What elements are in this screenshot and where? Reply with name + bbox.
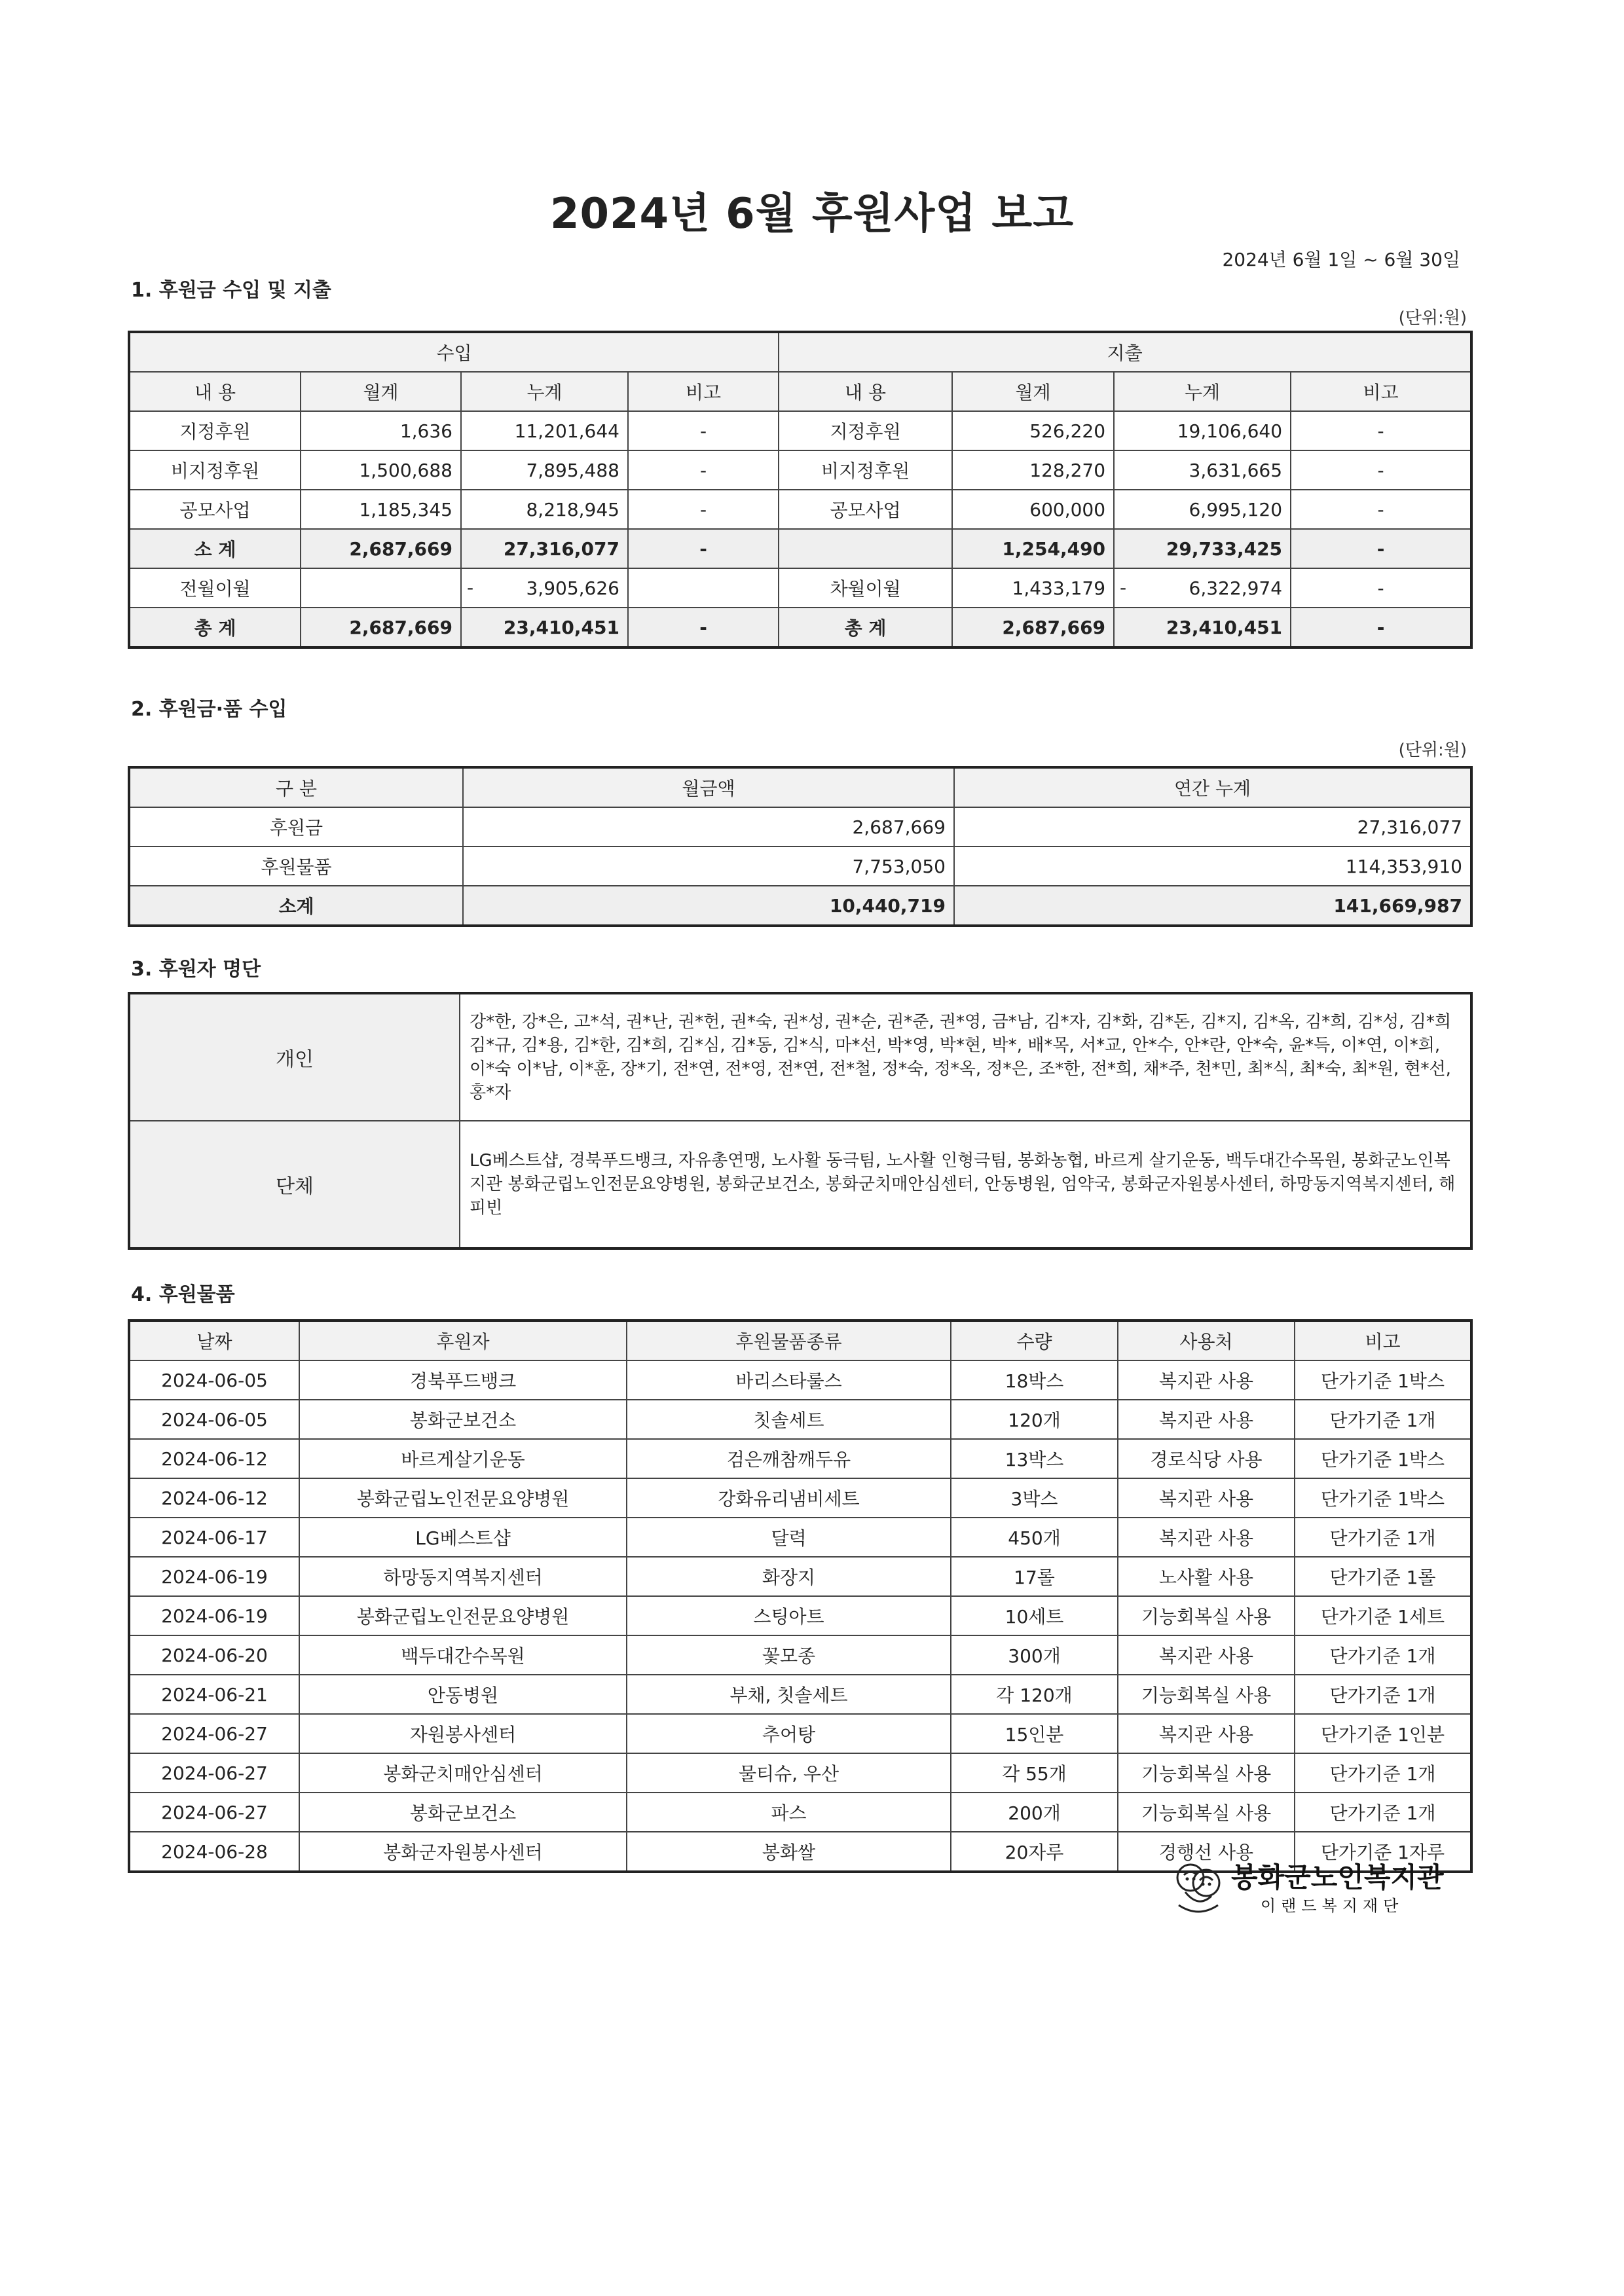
cell-item: 파스 xyxy=(627,1793,951,1832)
cell-item: 추어탕 xyxy=(627,1714,951,1753)
cell-donor: 봉화군립노인전문요양병원 xyxy=(299,1596,627,1635)
donated-items-table xyxy=(128,1319,1473,1873)
row-note: - xyxy=(1291,490,1471,529)
cell-qty: 20자루 xyxy=(951,1832,1118,1872)
col-total: 누계 xyxy=(461,372,628,411)
table-row xyxy=(129,1478,1471,1518)
subtotal-note: - xyxy=(1291,529,1471,568)
cell-qty: 18박스 xyxy=(951,1360,1118,1400)
cell-date: 2024-06-27 xyxy=(129,1793,299,1832)
table-row xyxy=(129,807,1471,847)
individual-label: 개인 xyxy=(129,993,460,1121)
section2-title: 2. 후원금·품 수입 xyxy=(131,698,287,721)
row-month: 526,220 xyxy=(952,411,1114,450)
table-row xyxy=(129,1635,1471,1675)
total-note: - xyxy=(1291,608,1471,647)
row-label: 후원금 xyxy=(129,807,463,847)
donation-income-table xyxy=(128,766,1473,927)
col-date: 날짜 xyxy=(129,1321,299,1360)
cell-note: 단가기준 1세트 xyxy=(1295,1596,1471,1635)
cell-donor: LG베스트샵 xyxy=(299,1518,627,1557)
col-note: 비고 xyxy=(1291,372,1471,411)
cell-date: 2024-06-05 xyxy=(129,1360,299,1400)
subtotal-label: 소 계 xyxy=(129,529,301,568)
cell-item: 봉화쌀 xyxy=(627,1832,951,1872)
total-total: 23,410,451 xyxy=(461,608,628,647)
donor-list-table xyxy=(128,992,1473,1250)
organization-name: 봉화군노인복지관 xyxy=(1231,1861,1444,1893)
row-year: 27,316,077 xyxy=(954,807,1471,847)
cell-donor: 봉화군립노인전문요양병원 xyxy=(299,1478,627,1518)
subtotal-row xyxy=(129,886,1471,926)
cell-date: 2024-06-12 xyxy=(129,1478,299,1518)
cell-donor: 봉화군보건소 xyxy=(299,1400,627,1439)
individual-donors: 강*한, 강*은, 고*석, 권*난, 권*헌, 권*숙, 권*성, 권*순, 권*준, 권*영, 금*남, 김*자, 김*화, 김*돈, 김*지, 김*옥, 김*희, 김*성, 김*희 김*규, 김*용, 김*한, 김*희, 김*심, 김*동, 김*식, 마*선, 박*영, 박*현, 박*, 배*목, 서*교, 안*수, 안*란, 안*숙, 윤*득, 이*연, 이*희, 이*숙 이*남, 이*훈, 장*기, 전*연, 전*영, 전*연, 전*철, 정*숙, 정*옥, 정*은, 조*한, 전*희, 채*주, 천*민, 최*식, 최*숙, 최*원, 현*선, 홍*자 xyxy=(460,993,1471,1121)
col-label: 내 용 xyxy=(779,372,952,411)
cell-date: 2024-06-19 xyxy=(129,1557,299,1596)
cell-donor: 하망동지역복지센터 xyxy=(299,1557,627,1596)
table-row xyxy=(129,1518,1471,1557)
cell-date: 2024-06-28 xyxy=(129,1832,299,1872)
cell-note: 단가기준 1개 xyxy=(1295,1635,1471,1675)
grand-total-row xyxy=(129,608,1471,647)
subtotal-month: 2,687,669 xyxy=(301,529,461,568)
cell-item: 바리스타룰스 xyxy=(627,1360,951,1400)
row-label: 공모사업 xyxy=(779,490,952,529)
col-use: 사용처 xyxy=(1118,1321,1295,1360)
col-annual: 연간 누계 xyxy=(954,767,1471,807)
income-header: 수입 xyxy=(129,332,779,372)
organization-logo xyxy=(1172,1856,1473,1922)
group-donors: LG베스트샵, 경북푸드뱅크, 자유총연맹, 노사활 동극팀, 노사활 인형극팀, 봉화농협, 바르게 살기운동, 백두대간수목원, 봉화군노인복지관 봉화군립노인전문요양병원, 봉화군보건소, 봉화군치매안심센터, 안동병원, 엄약국, 봉화군자원봉사센터, 하망동지역복지센터, 해피빈 xyxy=(460,1121,1471,1248)
cell-note: 단가기준 1인분 xyxy=(1295,1714,1471,1753)
cell-item: 달력 xyxy=(627,1518,951,1557)
row-label: 지정후원 xyxy=(129,411,301,450)
table-row xyxy=(129,1753,1471,1793)
subtotal-row xyxy=(129,529,1471,568)
cell-date: 2024-06-20 xyxy=(129,1635,299,1675)
cell-item: 화장지 xyxy=(627,1557,951,1596)
row-label: 지정후원 xyxy=(779,411,952,450)
total-label: 총 계 xyxy=(129,608,301,647)
column-header-row xyxy=(129,1321,1471,1360)
cell-note: 단가기준 1개 xyxy=(1295,1518,1471,1557)
row-note: - xyxy=(628,490,779,529)
items-body xyxy=(129,1360,1471,1872)
subtotal-month: 10,440,719 xyxy=(463,886,954,926)
cell-item: 검은깨참깨두유 xyxy=(627,1439,951,1478)
col-month: 월계 xyxy=(952,372,1114,411)
dash-mark: - xyxy=(1120,577,1127,598)
carry-label: 차월이월 xyxy=(779,568,952,608)
cell-use: 기능회복실 사용 xyxy=(1118,1793,1295,1832)
col-qty: 수량 xyxy=(951,1321,1118,1360)
section1-unit: (단위:원) xyxy=(1398,308,1467,328)
carry-note: - xyxy=(1291,568,1471,608)
col-total: 누계 xyxy=(1114,372,1291,411)
col-note: 비고 xyxy=(1295,1321,1471,1360)
cell-date: 2024-06-27 xyxy=(129,1714,299,1753)
cell-use: 복지관 사용 xyxy=(1118,1635,1295,1675)
row-total: 11,201,644 xyxy=(461,411,628,450)
column-header-row xyxy=(129,767,1471,807)
cell-qty: 120개 xyxy=(951,1400,1118,1439)
cell-date: 2024-06-21 xyxy=(129,1675,299,1714)
row-month: 128,270 xyxy=(952,450,1114,490)
cell-qty: 각 55개 xyxy=(951,1753,1118,1793)
subtotal-total: 29,733,425 xyxy=(1114,529,1291,568)
cell-note: 단가기준 1롤 xyxy=(1295,1557,1471,1596)
subtotal-total: 27,316,077 xyxy=(461,529,628,568)
row-month: 7,753,050 xyxy=(463,847,954,886)
cell-date: 2024-06-05 xyxy=(129,1400,299,1439)
carry-row xyxy=(129,568,1471,608)
row-label: 후원물품 xyxy=(129,847,463,886)
col-donor: 후원자 xyxy=(299,1321,627,1360)
section4-title: 4. 후원물품 xyxy=(131,1283,235,1306)
cell-use: 기능회복실 사용 xyxy=(1118,1596,1295,1635)
cell-use: 복지관 사용 xyxy=(1118,1518,1295,1557)
section1-title: 1. 후원금 수입 및 지출 xyxy=(131,279,331,302)
elderly-couple-logo-icon xyxy=(1172,1859,1225,1918)
cell-use: 복지관 사용 xyxy=(1118,1714,1295,1753)
carry-total xyxy=(461,568,628,608)
cell-qty: 17롤 xyxy=(951,1557,1118,1596)
group-label: 단체 xyxy=(129,1121,460,1248)
col-label: 내 용 xyxy=(129,372,301,411)
cell-note: 단가기준 1개 xyxy=(1295,1400,1471,1439)
cell-donor: 백두대간수목원 xyxy=(299,1635,627,1675)
cell-use: 경로식당 사용 xyxy=(1118,1439,1295,1478)
cell-donor: 봉화군치매안심센터 xyxy=(299,1753,627,1793)
cell-use: 복지관 사용 xyxy=(1118,1360,1295,1400)
row-month: 1,185,345 xyxy=(301,490,461,529)
report-period: 2024년 6월 1일 ~ 6월 30일 xyxy=(1222,249,1460,270)
cell-qty: 10세트 xyxy=(951,1596,1118,1635)
row-month: 1,636 xyxy=(301,411,461,450)
cell-note: 단가기준 1개 xyxy=(1295,1675,1471,1714)
cell-note: 단가기준 1개 xyxy=(1295,1753,1471,1793)
carry-month: 1,433,179 xyxy=(952,568,1114,608)
row-year: 114,353,910 xyxy=(954,847,1471,886)
total-month: 2,687,669 xyxy=(301,608,461,647)
col-item: 후원물품종류 xyxy=(627,1321,951,1360)
total-note: - xyxy=(628,608,779,647)
table-row xyxy=(129,490,1471,529)
cell-note: 단가기준 1박스 xyxy=(1295,1360,1471,1400)
cell-donor: 안동병원 xyxy=(299,1675,627,1714)
subtotal-label xyxy=(779,529,952,568)
cell-qty: 300개 xyxy=(951,1635,1118,1675)
cell-qty: 450개 xyxy=(951,1518,1118,1557)
table-row xyxy=(129,1400,1471,1439)
cell-date: 2024-06-19 xyxy=(129,1596,299,1635)
table-row xyxy=(129,1557,1471,1596)
carry-note xyxy=(628,568,779,608)
table-row xyxy=(129,847,1471,886)
cell-date: 2024-06-27 xyxy=(129,1753,299,1793)
section2-unit: (단위:원) xyxy=(1398,740,1467,760)
cell-qty: 각 120개 xyxy=(951,1675,1118,1714)
carry-month xyxy=(301,568,461,608)
row-month: 600,000 xyxy=(952,490,1114,529)
cell-item: 꽃모종 xyxy=(627,1635,951,1675)
foundation-name: 이랜드복지재단 xyxy=(1261,1897,1404,1915)
row-total: 6,995,120 xyxy=(1114,490,1291,529)
total-month: 2,687,669 xyxy=(952,608,1114,647)
dash-mark: - xyxy=(467,577,474,598)
cell-item: 부채, 칫솔세트 xyxy=(627,1675,951,1714)
group-donor-row xyxy=(129,1121,1471,1248)
cell-date: 2024-06-12 xyxy=(129,1439,299,1478)
row-total: 3,631,665 xyxy=(1114,450,1291,490)
cell-use: 경행선 사용 xyxy=(1118,1832,1295,1872)
column-header-row xyxy=(129,372,1471,411)
table-row xyxy=(129,1439,1471,1478)
col-month: 월계 xyxy=(301,372,461,411)
subtotal-label: 소계 xyxy=(129,886,463,926)
cell-use: 복지관 사용 xyxy=(1118,1478,1295,1518)
subtotal-note: - xyxy=(628,529,779,568)
total-total: 23,410,451 xyxy=(1114,608,1291,647)
page-title: 2024년 6월 후원사업 보고 xyxy=(549,190,1075,238)
col-category: 구 분 xyxy=(129,767,463,807)
table-row xyxy=(129,450,1471,490)
table-row xyxy=(129,1675,1471,1714)
table-row xyxy=(129,411,1471,450)
income-expense-table xyxy=(128,331,1473,649)
total-label: 총 계 xyxy=(779,608,952,647)
table-row xyxy=(129,1360,1471,1400)
row-label: 비지정후원 xyxy=(779,450,952,490)
row-note: - xyxy=(628,450,779,490)
row-total: 8,218,945 xyxy=(461,490,628,529)
cell-item: 스팅아트 xyxy=(627,1596,951,1635)
row-note: - xyxy=(1291,411,1471,450)
cell-item: 물티슈, 우산 xyxy=(627,1753,951,1793)
expense-header: 지출 xyxy=(779,332,1471,372)
cell-item: 강화유리냄비세트 xyxy=(627,1478,951,1518)
row-total: 7,895,488 xyxy=(461,450,628,490)
cell-use: 복지관 사용 xyxy=(1118,1400,1295,1439)
cell-use: 노사활 사용 xyxy=(1118,1557,1295,1596)
cell-item: 칫솔세트 xyxy=(627,1400,951,1439)
row-note: - xyxy=(628,411,779,450)
row-label: 비지정후원 xyxy=(129,450,301,490)
table-row xyxy=(129,1793,1471,1832)
cell-donor: 봉화군보건소 xyxy=(299,1793,627,1832)
cell-note: 단가기준 1박스 xyxy=(1295,1439,1471,1478)
row-month: 2,687,669 xyxy=(463,807,954,847)
row-note: - xyxy=(1291,450,1471,490)
carry-total-value: 3,905,626 xyxy=(526,577,619,599)
cell-note: 단가기준 1자루 xyxy=(1295,1832,1471,1872)
cell-qty: 15인분 xyxy=(951,1714,1118,1753)
table-row xyxy=(129,1714,1471,1753)
cell-qty: 3박스 xyxy=(951,1478,1118,1518)
cell-use: 기능회복실 사용 xyxy=(1118,1675,1295,1714)
col-monthly: 월금액 xyxy=(463,767,954,807)
row-label: 공모사업 xyxy=(129,490,301,529)
cell-use: 기능회복실 사용 xyxy=(1118,1753,1295,1793)
cell-qty: 13박스 xyxy=(951,1439,1118,1478)
carry-total-value: 6,322,974 xyxy=(1189,577,1283,599)
cell-date: 2024-06-17 xyxy=(129,1518,299,1557)
cell-donor: 바르게살기운동 xyxy=(299,1439,627,1478)
section3-title: 3. 후원자 명단 xyxy=(131,958,261,981)
cell-donor: 자원봉사센터 xyxy=(299,1714,627,1753)
carry-total xyxy=(1114,568,1291,608)
row-month: 1,500,688 xyxy=(301,450,461,490)
cell-qty: 200개 xyxy=(951,1793,1118,1832)
cell-donor: 봉화군자원봉사센터 xyxy=(299,1832,627,1872)
cell-donor: 경북푸드뱅크 xyxy=(299,1360,627,1400)
cell-note: 단가기준 1개 xyxy=(1295,1793,1471,1832)
individual-donor-row xyxy=(129,993,1471,1121)
subtotal-month: 1,254,490 xyxy=(952,529,1114,568)
table-row xyxy=(129,1596,1471,1635)
cell-note: 단가기준 1박스 xyxy=(1295,1478,1471,1518)
col-note: 비고 xyxy=(628,372,779,411)
row-total: 19,106,640 xyxy=(1114,411,1291,450)
carry-label: 전월이월 xyxy=(129,568,301,608)
subtotal-year: 141,669,987 xyxy=(954,886,1471,926)
